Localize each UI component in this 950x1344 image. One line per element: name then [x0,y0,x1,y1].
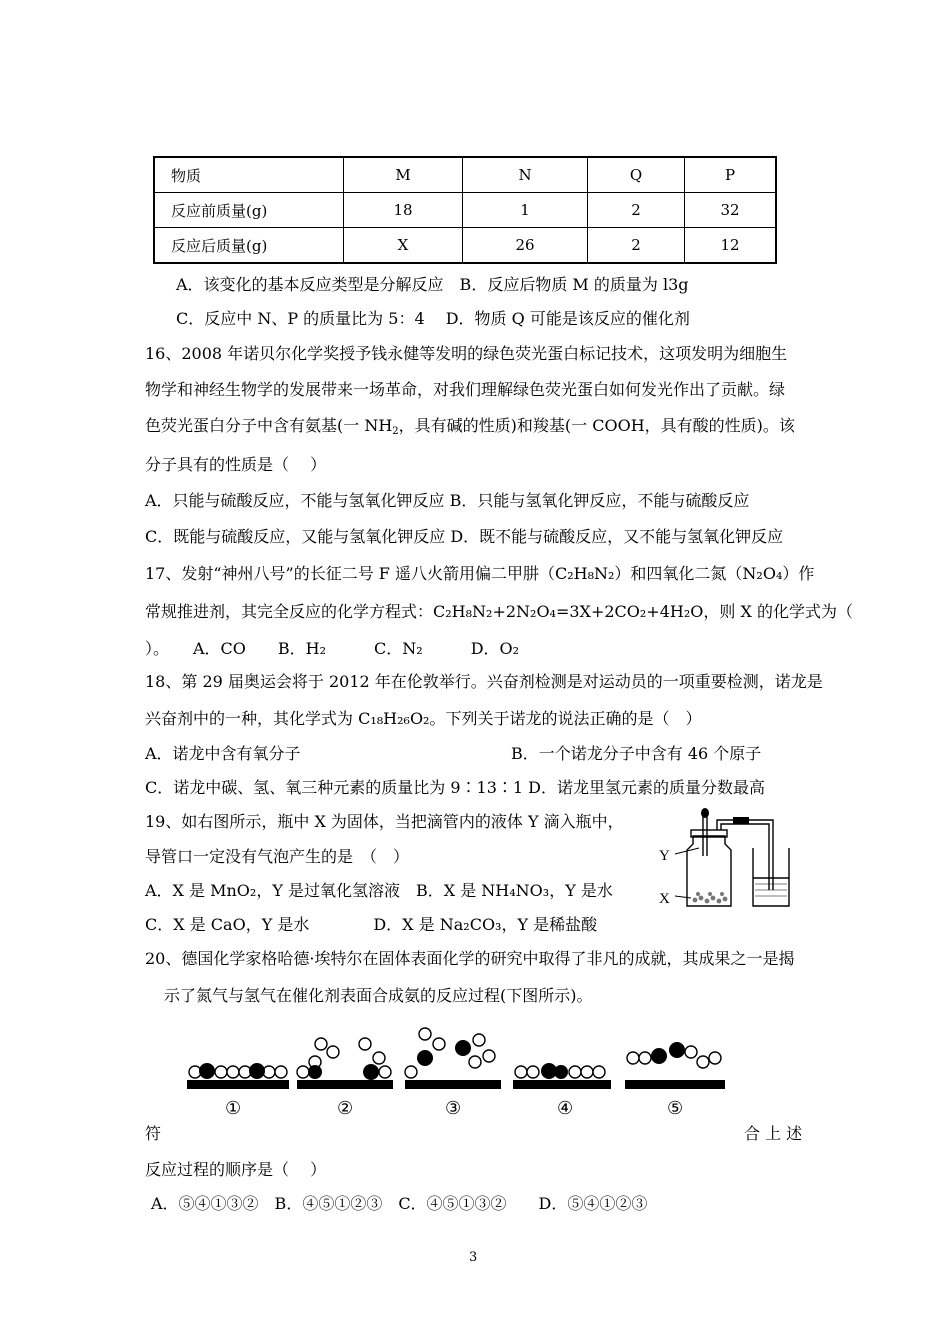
table-cell: 物质 [154,157,344,193]
table-cell: 18 [344,193,463,228]
q16-line-3-a: 色荧光蛋白分子中含有氨基(一 NH [145,416,393,435]
table-header-row [154,157,776,193]
table-cell: 2 [588,228,685,264]
step-label-1: ① [225,1098,242,1119]
q18-line-2: 兴奋剂中的一种，其化学式为 C₁₈H₂₆O₂。下列关于诺龙的说法正确的是（ ） [145,709,702,728]
table-row [154,228,776,264]
dropper-bulb [701,808,709,818]
table-cell: 反应后质量(g) [154,228,344,264]
q19-line-1: 19、如右图所示，瓶中 X 为固体，当把滴管内的液体 Y 滴入瓶中， [145,812,624,831]
table-cell: P [685,157,777,193]
q17-line-2: 常规推进剂，其完全反应的化学方程式：C₂H₈N₂+2N₂O₄=3X+2CO₂+4H₂O，则 X 的化学式为（ [145,602,853,621]
table-cell: 26 [463,228,588,264]
reaction-process-figure [185,1022,730,1122]
q19-options-ab: A．X 是 MnO₂，Y 是过氧化氢溶液 B．X 是 NH₄NO₃，Y 是水 [145,881,613,900]
q15-options-cd: C．反应中 N、P 的质量比为 5：4 D．物质 Q 可能是该反应的催化剂 [176,309,690,328]
table-cell: 反应前质量(g) [154,193,344,228]
q16-options-cd: C．既能与硫酸反应，又能与氢氧化钾反应 D．既不能与硫酸反应，又不能与氢氧化钾反应 [145,527,784,546]
step-label-2: ② [337,1098,354,1119]
table-cell: 12 [685,228,777,264]
q18-option-a: A．诺龙中含有氧分子 [145,744,301,763]
table-cell: 32 [685,193,777,228]
step-label-4: ④ [557,1098,574,1119]
q18-option-b: B．一个诺龙分子中含有 46 个原子 [511,744,762,763]
step-label-3: ③ [445,1098,462,1119]
q16-options-ab: A．只能与硫酸反应，不能与氢氧化钾反应 B．只能与氢氧化钾反应，不能与硫酸反应 [145,491,750,510]
q19-line-2: 导管口一定没有气泡产生的是 （ ） [145,847,410,866]
rubber-tube [733,817,749,824]
gas-apparatus-figure [655,808,800,913]
page-number: 3 [469,1250,478,1265]
table-cell: Q [588,157,685,193]
label-x: X [659,891,670,907]
table-cell: 2 [588,193,685,228]
q19-options-cd: C．X 是 CaO，Y 是水 D．X 是 Na₂CO₃，Y 是稀盐酸 [145,915,598,934]
table-cell: 1 [463,193,588,228]
q16-line-4: 分子具有的性质是（ ） [145,455,327,474]
q20-line-3-left: 符 [145,1124,162,1143]
q16-line-2: 物学和神经生物学的发展带来一场革命，对我们理解绿色荧光蛋白如何发光作出了贡献。绿 [145,380,786,399]
q16-line-3 [145,413,795,436]
table-cell: X [344,228,463,264]
table-cell: M [344,157,463,193]
subscript: 2 [392,426,399,437]
q20-line-1: 20、德国化学家格哈德·埃特尔在固体表面化学的研究中取得了非凡的成就，其成果之一是揭 [145,949,795,968]
q16-line-3-b: ，具有碱的性质)和羧基(一 COOH，具有酸的性质)。该 [398,416,795,435]
q20-line-3-right: 合 上 述 [744,1124,803,1143]
step-label-5: ⑤ [667,1098,684,1119]
table-cell: N [463,157,588,193]
q18-line-1: 18、第 29 届奥运会将于 2012 年在伦敦举行。兴奋剂检测是对运动员的一项重要检测，诺龙是 [145,672,823,691]
q18-options-cd: C．诺龙中碳、氢、氧三种元素的质量比为 9∶13∶1 D．诺龙里氢元素的质量分数最高 [145,778,765,797]
q20-line-2: 示了氮气与氢气在催化剂表面合成氨的反应过程(下图所示)。 [164,986,593,1005]
table-row [154,193,776,228]
mass-table [153,156,777,264]
q20-line-4: 反应过程的顺序是（ ） [145,1160,327,1179]
label-y: Y [659,848,670,864]
q17-line-3: ）。 A．CO B．H₂ C．N₂ D．O₂ [145,639,520,658]
q17-line-1: 17、发射“神州八号”的长征二号 F 遥八火箭用偏二甲肼（C₂H₈N₂）和四氧化二氮（N₂O₄）作 [145,564,815,583]
q16-line-1: 16、2008 年诺贝尔化学奖授予钱永健等发明的绿色荧光蛋白标记技术，这项发明为细胞生 [145,344,788,363]
q20-options: A．⑤④①③② B．④⑤①②③ C．④⑤①③② D．⑤④①②③ [151,1194,648,1213]
q15-options-ab: A．该变化的基本反应类型是分解反应 B．反应后物质 M 的质量为 l3g [176,275,689,294]
